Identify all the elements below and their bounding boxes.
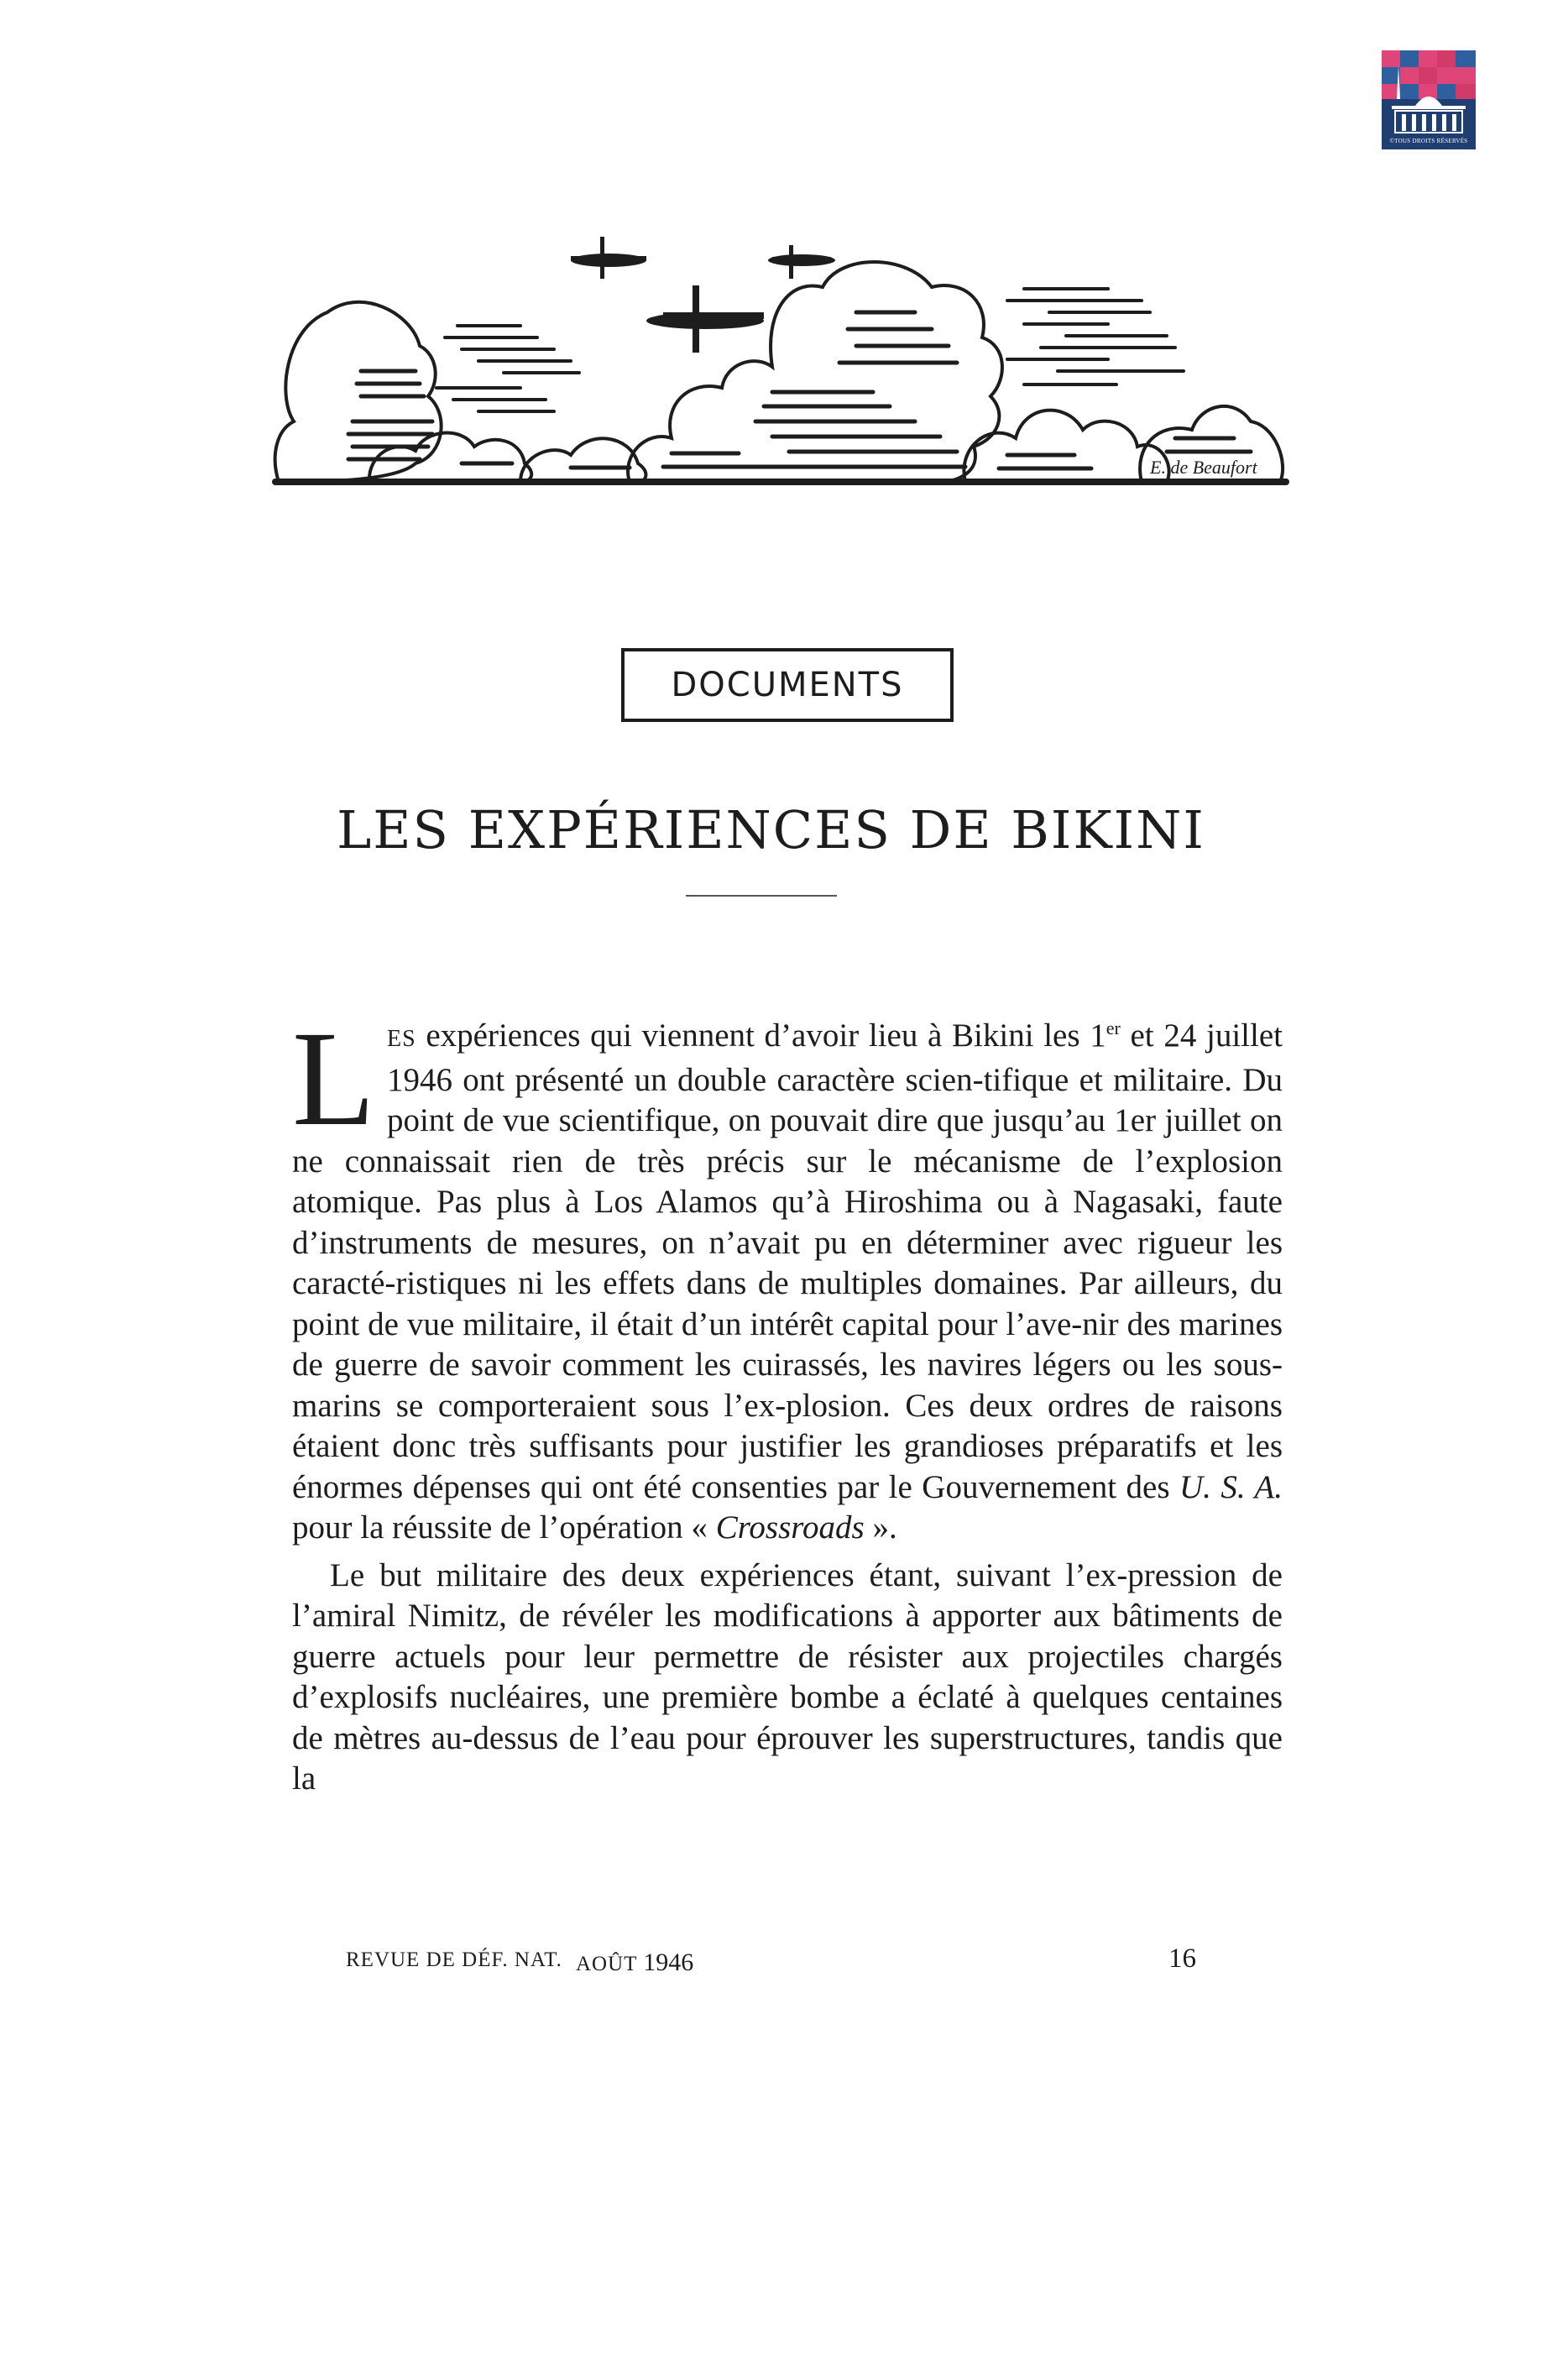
operation-name: Crossroads [715, 1509, 865, 1546]
footer-journal: REVUE DE DÉF. NAT. [346, 1948, 562, 1971]
paragraph-1 [292, 1004, 1283, 1549]
logo-caption: ©TOUS DROITS RÉSERVÉS [1389, 138, 1468, 144]
article-title: LES EXPÉRIENCES DE BIKINI [337, 799, 1205, 860]
page-number: 16 [1168, 1943, 1196, 1974]
drop-cap: L [292, 1004, 375, 1154]
section-label: DOCUMENTS [621, 648, 954, 722]
header-illustration [269, 186, 1293, 505]
footer-month: AOÛT [576, 1953, 637, 1975]
airplane-icon [571, 237, 646, 279]
usa-abbreviation: U. S. A. [1179, 1468, 1283, 1505]
clouds-and-airplanes-illustration [269, 186, 1293, 505]
paragraph-1-text-d: ». [864, 1509, 897, 1546]
paragraph-1-text-c: pour la réussite de l’opération « [292, 1509, 716, 1546]
paragraph-2: Le but militaire des deux expériences étant, suivant l’ex-pression de l’amiral Nimitz, de révéler les modifications à apporter aux bâtiments de guerre actuels pour leur permettre de résister aux projectiles chargés d’explosifs nucléaires, une première bombe a éclaté à quelques centaines de mètres au-dessus de l’eau pour éprouver les superstructures, tandis que la [292, 1556, 1283, 1797]
footer-date [576, 1948, 693, 1977]
airplane-icon [646, 285, 764, 353]
article-body [292, 1004, 1283, 1800]
footer-year: 1946 [643, 1948, 694, 1976]
title-divider [686, 895, 837, 897]
paragraph-1-text-a: expériences qui viennent d’avoir lieu à Bikini les 1 [416, 1017, 1106, 1054]
small-caps-opening: ES [386, 1026, 416, 1052]
artist-signature: E. de Beaufort [1150, 457, 1257, 478]
copyright-logo [1382, 50, 1476, 149]
paragraph-1-text-b: et 24 juillet 1946 ont présenté un double caractère scien-tifique et militaire. Du point de vue scientifique, on pouvait dire que jusqu’au 1er juillet on ne connaissait rien de très précis sur le mécanisme de l’explosion atomique. Pas plus à Los Alamos qu’à Hiroshima ou à Nagasaki, faute d’instruments de mesures, on n’avait pu en déterminer avec rigueur les caracté-ristiques ni les effets dans de multiples domaines. Par ailleurs, du point de vue militaire, il était d’un intérêt capital pour l’ave-nir des marines de guerre de savoir comment les cuirassés, les navires légers ou les sous-marins se comporteraient sous l’ex-plosion. Ces deux ordres de raisons étaient donc très suffisants pour justifier les grandioses préparatifs et les énormes dépenses qui ont été consenties par le Gouvernement des [292, 1017, 1283, 1505]
airplane-icon [768, 245, 835, 279]
superscript-er: er [1106, 1017, 1121, 1038]
library-building-icon [1382, 50, 1476, 149]
